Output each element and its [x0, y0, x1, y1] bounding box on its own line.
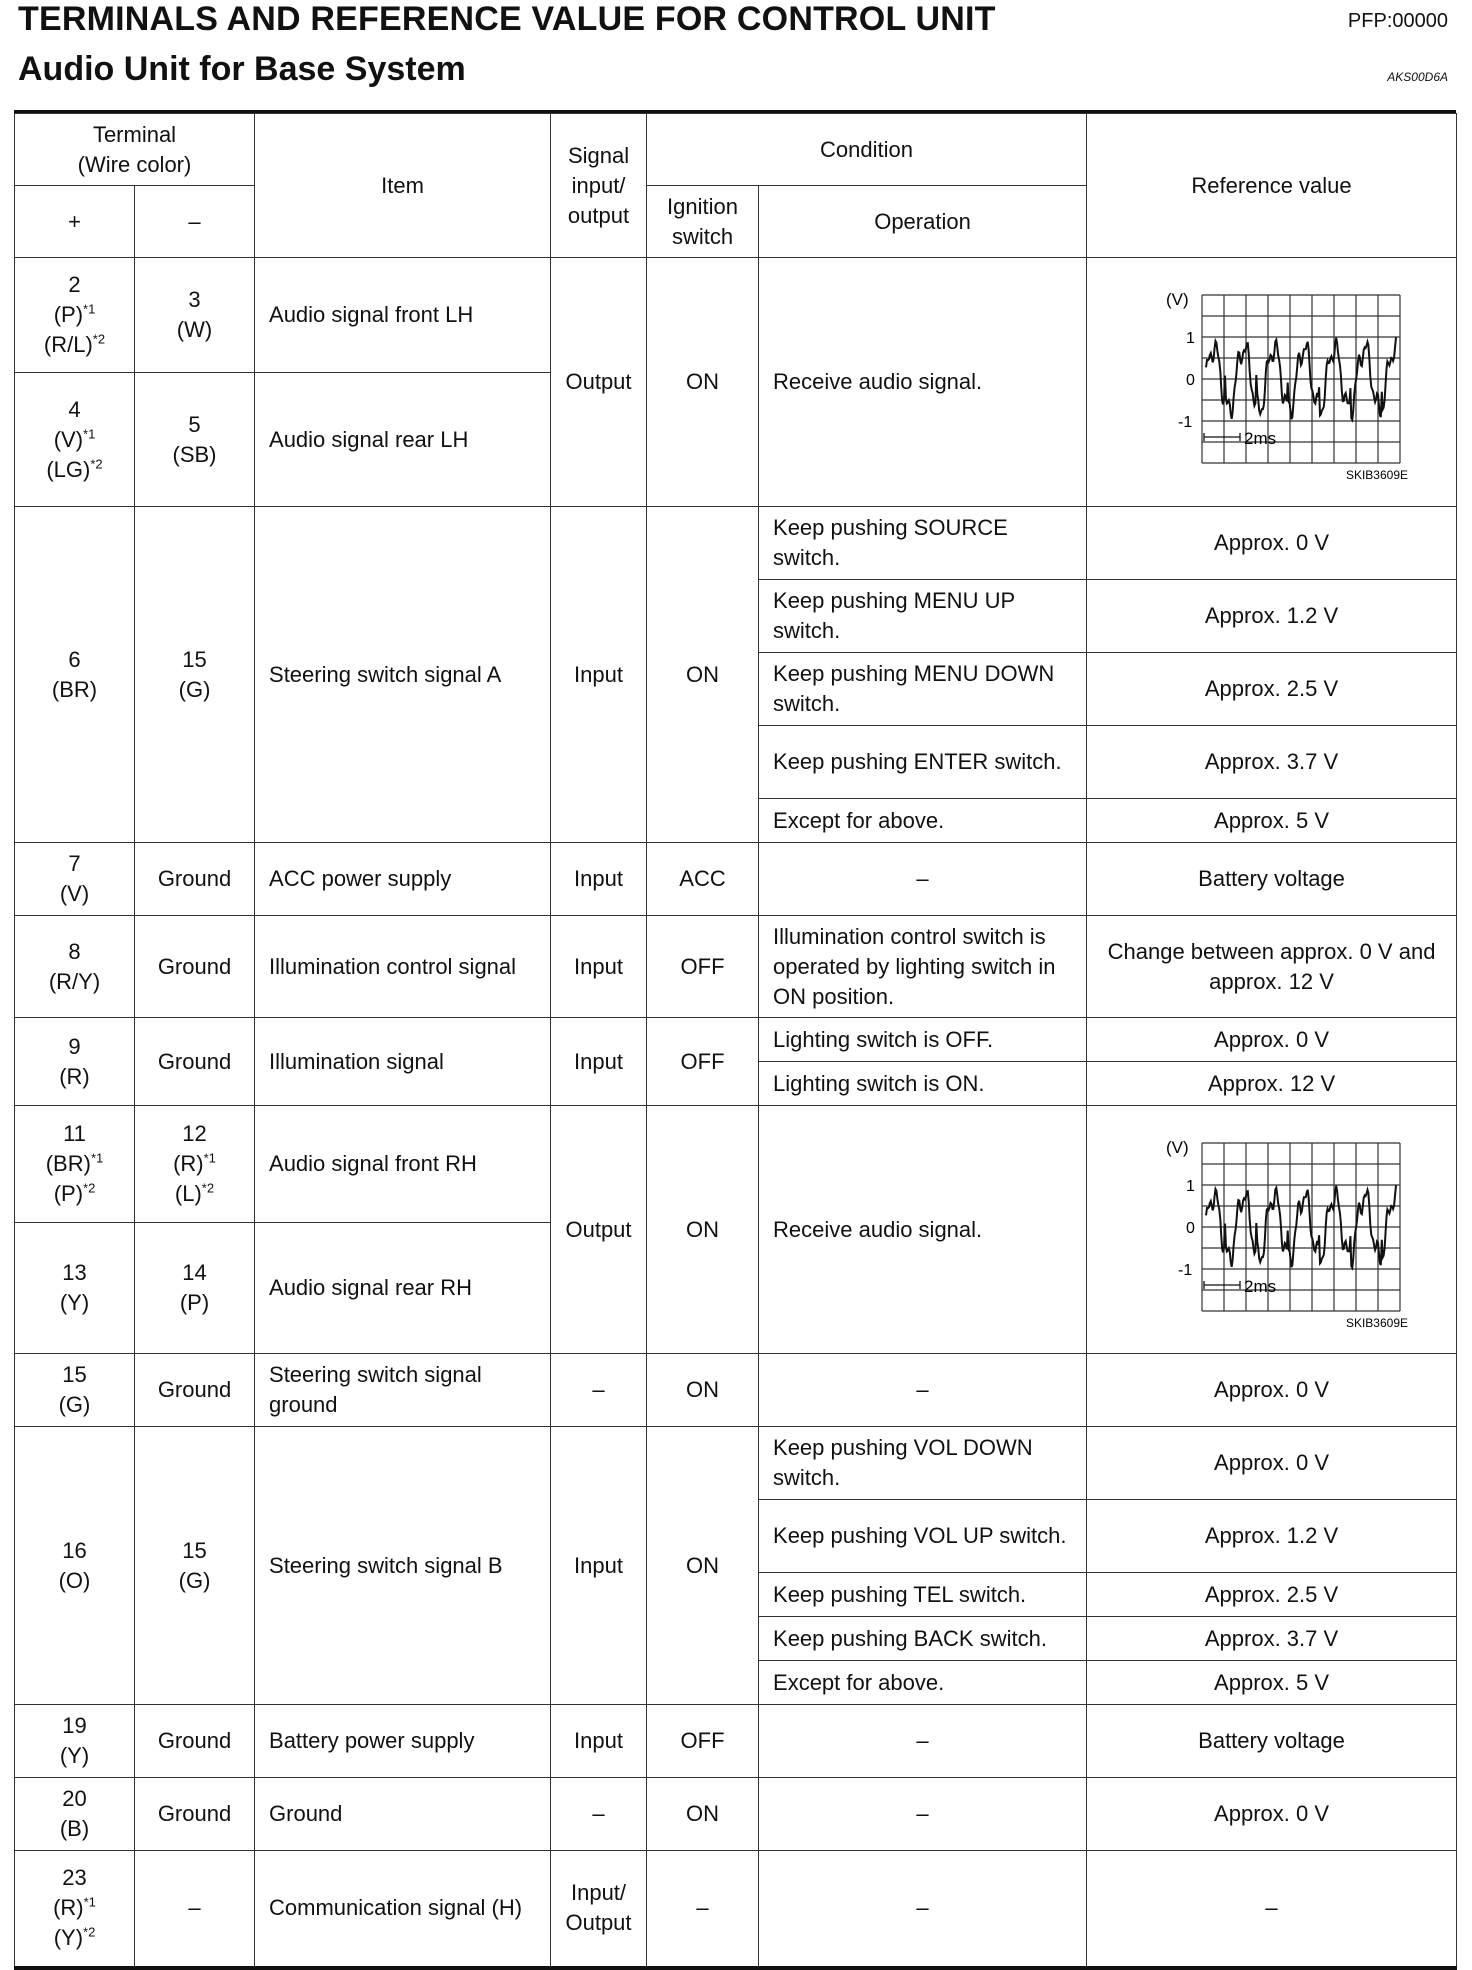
plus-terminal: 4 $(V)^{*1}$ (LG)$^{*2}$ [15, 373, 135, 507]
table-row [15, 1354, 1457, 1427]
io-cell: Input [551, 916, 647, 1018]
plus-terminal: 19 (Y) [15, 1705, 135, 1778]
switch-label: switch [671, 223, 734, 249]
time-arrow [1204, 433, 1240, 441]
io-cell: Input [551, 507, 647, 843]
terminal-label: Terminal [92, 121, 177, 147]
ignition-cell: ON [647, 1427, 759, 1705]
item-cell: Audio signal rear LH [255, 373, 551, 507]
operation-cell: Illumination control switch is operated by lighting switch in ON position. [759, 916, 1087, 1018]
waveform-tick-0: 0 [1185, 1219, 1195, 1237]
reference-cell: Approx. 0 V [1087, 1427, 1457, 1500]
waveform-cell [1087, 258, 1457, 507]
plus-terminal: 15 (G) [15, 1354, 135, 1427]
minus-terminal: Ground [135, 916, 255, 1018]
operation-cell: Keep pushing TEL switch. [759, 1573, 1087, 1617]
reference-cell: Approx. 12 V [1087, 1062, 1457, 1106]
io-cell: Output [551, 258, 647, 507]
io-cell: – [551, 1354, 647, 1427]
reference-cell: Approx. 0 V [1087, 1018, 1457, 1062]
time-arrow [1204, 1281, 1240, 1289]
reference-cell: Approx. 5 V [1087, 1661, 1457, 1705]
pfp-code: PFP:00000 [1347, 10, 1448, 32]
waveform-cell [1087, 1106, 1457, 1354]
operation-cell: Receive audio signal. [759, 1106, 1087, 1354]
waveform-code: SKIB3609E [1345, 1315, 1408, 1330]
item-cell: Illumination signal [255, 1018, 551, 1106]
io-cell: Output [551, 1106, 647, 1354]
wire-color-label: (Wire color) [77, 151, 192, 177]
item-cell: Steering switch signal A [255, 507, 551, 843]
minus-terminal: 3 (W) [135, 258, 255, 373]
operation-cell: Lighting switch is ON. [759, 1062, 1087, 1106]
ignition-cell: – [647, 1851, 759, 1968]
output-label: output [567, 202, 630, 228]
reference-cell: Approx. 3.7 V [1087, 726, 1457, 799]
reference-cell: Approx. 5 V [1087, 799, 1457, 843]
condition-header: Condition [647, 114, 1087, 186]
reference-cell: Change between approx. 0 V and approx. 12 V [1087, 916, 1457, 1018]
operation-cell: Keep pushing BACK switch. [759, 1617, 1087, 1661]
ignition-cell: ON [647, 1354, 759, 1427]
reference-header: Reference value [1087, 114, 1457, 258]
minus-terminal: – [135, 1851, 255, 1968]
table-row [15, 1705, 1457, 1778]
item-cell: ACC power supply [255, 843, 551, 916]
ignition-cell: ACC [647, 843, 759, 916]
operation-cell: – [759, 1705, 1087, 1778]
plus-terminal: 6 (BR) [15, 507, 135, 843]
reference-cell: Approx. 3.7 V [1087, 1617, 1457, 1661]
plus-terminal: 16 (O) [15, 1427, 135, 1705]
reference-cell: Approx. 0 V [1087, 507, 1457, 580]
reference-cell: Approx. 0 V [1087, 1778, 1457, 1851]
item-cell: Audio signal front RH [255, 1106, 551, 1223]
plus-terminal: 11 (BR)$^{*1}$ $(P)^{*2}$ [15, 1106, 135, 1223]
waveform-tick-minus1: -1 [1177, 414, 1192, 431]
item-cell: Ground [255, 1778, 551, 1851]
item-cell: Steering switch signal B [255, 1427, 551, 1705]
operation-cell: Keep pushing VOL UP switch. [759, 1500, 1087, 1573]
io-cell: Input [551, 1427, 647, 1705]
item-cell: Audio signal rear RH [255, 1223, 551, 1354]
table-row [15, 1427, 1457, 1500]
reference-cell: Approx. 1.2 V [1087, 580, 1457, 653]
section-code: AKS00D6A [1387, 70, 1448, 84]
minus-terminal: 15 (G) [135, 1427, 255, 1705]
page-title: TERMINALS AND REFERENCE VALUE FOR CONTROL UNIT [18, 0, 996, 38]
reference-cell: Battery voltage [1087, 843, 1457, 916]
signal-label: Signal [567, 142, 630, 168]
waveform-chart [1122, 277, 1422, 487]
waveform-tick-minus1: -1 [1177, 1261, 1192, 1279]
minus-terminal: 5 (SB) [135, 373, 255, 507]
terminal-reference-table [14, 113, 1457, 1970]
operation-cell: Except for above. [759, 1661, 1087, 1705]
io-cell: – [551, 1778, 647, 1851]
waveform-chart [1122, 1125, 1422, 1335]
waveform-tick-1: 1 [1185, 1177, 1195, 1195]
minus-terminal: Ground [135, 1705, 255, 1778]
waveform-time: 2ms [1243, 1276, 1276, 1296]
ignition-cell: ON [647, 507, 759, 843]
item-header: Item [255, 114, 551, 258]
reference-cell: Approx. 1.2 V [1087, 1500, 1457, 1573]
minus-terminal: 12 $(R)^{*1}$ $(L)^{*2}$ [135, 1106, 255, 1223]
io-cell: Input/ Output [551, 1851, 647, 1968]
plus-terminal: 13 (Y) [15, 1223, 135, 1354]
ignition-cell: OFF [647, 916, 759, 1018]
operation-cell: Keep pushing MENU DOWN switch. [759, 653, 1087, 726]
waveform-time: 2ms [1243, 429, 1276, 448]
item-cell: Illumination control signal [255, 916, 551, 1018]
minus-terminal: 15 (G) [135, 507, 255, 843]
operation-cell: – [759, 1778, 1087, 1851]
input-label: input/ [571, 172, 626, 198]
table-row [15, 843, 1457, 916]
operation-cell: Keep pushing MENU UP switch. [759, 580, 1087, 653]
plus-terminal: 7 (V) [15, 843, 135, 916]
waveform-tick-0: 0 [1185, 372, 1195, 389]
operation-cell: Lighting switch is OFF. [759, 1018, 1087, 1062]
ignition-cell: ON [647, 1778, 759, 1851]
minus-terminal: 14 (P) [135, 1223, 255, 1354]
reference-cell: Approx. 2.5 V [1087, 653, 1457, 726]
signal-io-header [551, 114, 647, 258]
waveform-tick-1: 1 [1185, 330, 1195, 347]
operation-cell: – [759, 843, 1087, 916]
operation-cell: Except for above. [759, 799, 1087, 843]
reference-cell: – [1087, 1851, 1457, 1968]
terminal-header [15, 114, 255, 186]
ignition-label: Ignition [667, 193, 738, 219]
waveform-unit: (V) [1165, 290, 1189, 309]
minus-header: – [135, 186, 255, 258]
plus-terminal: 9 (R) [15, 1018, 135, 1106]
operation-cell: Keep pushing VOL DOWN switch. [759, 1427, 1087, 1500]
table-row [15, 1778, 1457, 1851]
ignition-cell: ON [647, 1106, 759, 1354]
minus-terminal: Ground [135, 843, 255, 916]
plus-terminal: 2 $(P)^{*1}$ $(R/L)^{*2}$ [15, 258, 135, 373]
minus-terminal: Ground [135, 1778, 255, 1851]
table-row [15, 1018, 1457, 1062]
table-row [15, 916, 1457, 1018]
operation-cell: – [759, 1851, 1087, 1968]
io-cell: Input [551, 843, 647, 916]
operation-cell: Keep pushing SOURCE switch. [759, 507, 1087, 580]
io-cell: Input [551, 1705, 647, 1778]
ignition-header [647, 186, 759, 258]
plus-terminal: 20 (B) [15, 1778, 135, 1851]
operation-cell: Keep pushing ENTER switch. [759, 726, 1087, 799]
ignition-cell: OFF [647, 1018, 759, 1106]
plus-terminal: 23 $(R)^{*1}$ $(Y)^{*2}$ [15, 1851, 135, 1968]
reference-cell: Approx. 2.5 V [1087, 1573, 1457, 1617]
operation-header: Operation [759, 186, 1087, 258]
item-cell: Battery power supply [255, 1705, 551, 1778]
table-row [15, 1106, 1457, 1223]
ignition-cell: OFF [647, 1705, 759, 1778]
plus-terminal: 8 (R/Y) [15, 916, 135, 1018]
minus-terminal: Ground [135, 1018, 255, 1106]
ignition-cell: ON [647, 258, 759, 507]
reference-cell: Battery voltage [1087, 1705, 1457, 1778]
waveform-unit: (V) [1165, 1137, 1189, 1157]
table-row [15, 507, 1457, 580]
item-cell: Audio signal front LH [255, 258, 551, 373]
waveform-code: SKIB3609E [1345, 468, 1408, 482]
plus-header: + [15, 186, 135, 258]
io-cell: Input [551, 1018, 647, 1106]
reference-cell: Approx. 0 V [1087, 1354, 1457, 1427]
minus-terminal: Ground [135, 1354, 255, 1427]
item-cell: Steering switch signal ground [255, 1354, 551, 1427]
item-cell: Communication signal (H) [255, 1851, 551, 1968]
section-title: Audio Unit for Base System [18, 50, 466, 88]
table-row [15, 258, 1457, 373]
header-row-1 [15, 114, 1457, 186]
operation-cell: – [759, 1354, 1087, 1427]
table-row [15, 1851, 1457, 1968]
operation-cell: Receive audio signal. [759, 258, 1087, 507]
